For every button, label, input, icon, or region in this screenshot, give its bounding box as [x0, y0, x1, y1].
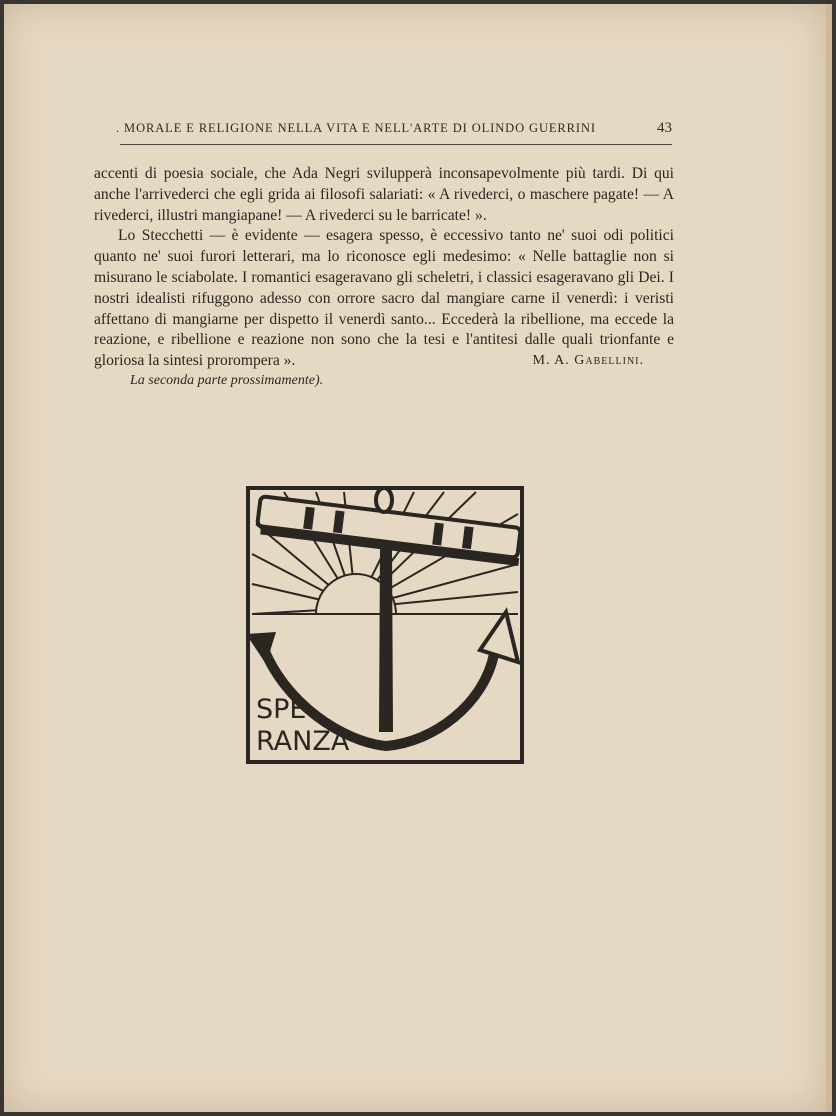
paragraph: Lo Stecchetti — è evidente — esagera spesso, è eccessivo tanto ne' suoi odi politici quanto ne' suoi furori letterari, ma lo riconosce egli medesimo: « Nelle battaglie non si misurano le sciabolate. I romantici esageravano gli scheletri, i classici esageravano gli Dei. I nostri idealisti rifuggono adesso con orrore sacro dal mangiare carne il venerdì: i veristi affettano di mangiarne per dispetto il venerdì santo... Eccederà la ribellione, ma eccede la reazione, e ribellione e reazione non sono che la tesi e l'antitesi dalle quali trionfante e gloriosa la sintesi prorompera ». — [94, 227, 674, 370]
emblem-word-line1: SPE- — [256, 694, 317, 725]
document-page — [4, 4, 832, 1112]
body-text — [94, 164, 674, 372]
emblem-word-line2: RANZA — [256, 726, 350, 757]
page-number: 43 — [657, 120, 672, 136]
speranza-emblem — [244, 484, 526, 766]
continuation-note: La seconda parte prossimamente). — [130, 373, 324, 388]
author-signature: M. A. Gabellini. — [532, 353, 644, 368]
running-title: . MORALE E RELIGIONE NELLA VITA E NELL'ARTE DI OLINDO GUERRINI — [116, 121, 596, 135]
running-header — [116, 120, 672, 137]
header-rule — [120, 144, 672, 145]
paragraph: accenti di poesia sociale, che Ada Negri svilupperà inconsapevolmente più tardi. Di qui anche l'arrivederci che egli grida ai filosofi salariati: « A rivederci, o maschere pagate! — A rivederci, illustri mangiapane! — A rivederci su le barricate! ». — [94, 165, 674, 224]
